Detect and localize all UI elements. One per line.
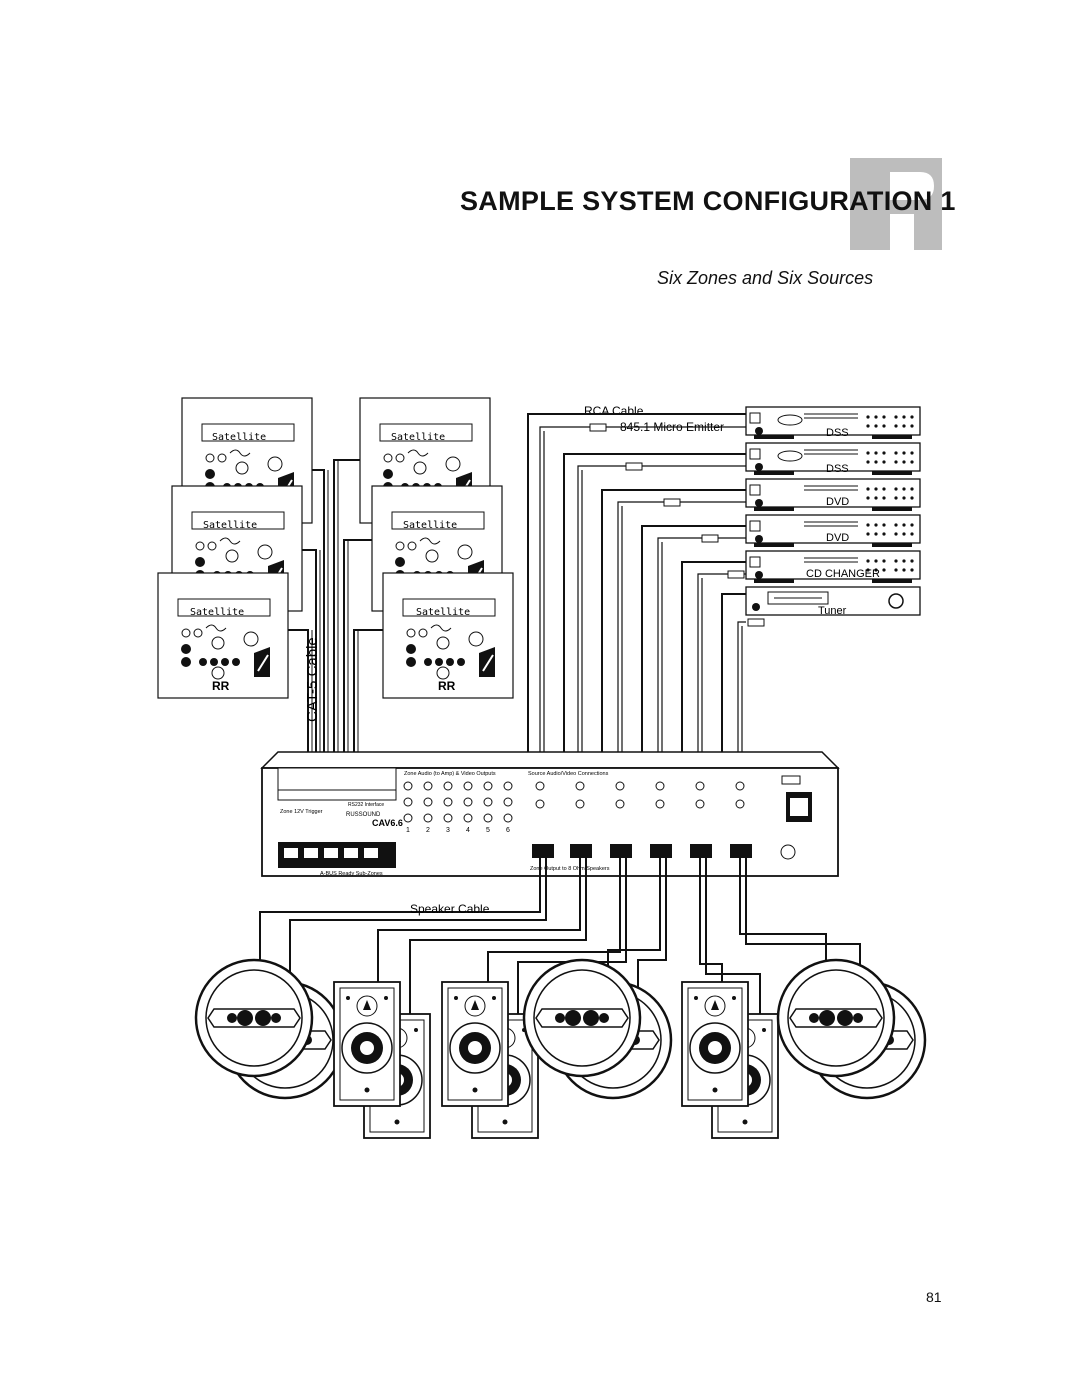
- wall-speaker-zone-3: [442, 982, 538, 1138]
- svg-text:CD CHANGER: CD CHANGER: [806, 568, 880, 580]
- svg-text:Source Audio/Video Connections: Source Audio/Video Connections: [528, 771, 609, 777]
- svg-text:Satellite: Satellite: [190, 607, 245, 618]
- svg-text:Satellite: Satellite: [403, 520, 458, 531]
- svg-text:Satellite: Satellite: [416, 607, 471, 618]
- keypad-zone-5: [158, 573, 288, 698]
- svg-text:Satellite: Satellite: [391, 432, 446, 443]
- wall-speaker-zone-5: [682, 982, 778, 1138]
- svg-text:RR: RR: [212, 679, 230, 693]
- page-title: SAMPLE SYSTEM CONFIGURATION 1: [460, 186, 956, 216]
- svg-text:RUSSOUND: RUSSOUND: [346, 812, 381, 818]
- ceiling-speaker-zone-6: [778, 960, 925, 1098]
- svg-text:DVD: DVD: [826, 532, 850, 544]
- svg-text:Zone 12V Trigger: Zone 12V Trigger: [280, 809, 323, 815]
- wall-speaker-zone-2: [334, 982, 430, 1138]
- source-cd-changer: [746, 551, 920, 583]
- svg-text:DSS: DSS: [826, 427, 849, 439]
- svg-text:Zone Output to 8 Ohm Speakers: Zone Output to 8 Ohm Speakers: [530, 866, 610, 872]
- source-dss-1: [746, 407, 920, 439]
- svg-text:DVD: DVD: [826, 496, 850, 508]
- micro-emitter-label: 845.1 Micro Emitter: [620, 420, 725, 434]
- rca-cable-label: RCA Cable: [584, 404, 644, 418]
- source-dvd-2: [746, 515, 920, 547]
- svg-text:CAV6.6: CAV6.6: [372, 818, 403, 828]
- ceiling-speaker-zone-4: [524, 960, 671, 1098]
- keypad-zone-6: [383, 573, 513, 698]
- svg-text:RR: RR: [438, 679, 456, 693]
- svg-text:5: 5: [486, 827, 490, 834]
- svg-text:Zone Audio (to Amp) & Video Ou: Zone Audio (to Amp) & Video Outputs: [404, 771, 496, 777]
- svg-text:2: 2: [426, 827, 430, 834]
- svg-text:Tuner: Tuner: [818, 605, 847, 617]
- ceiling-speaker-zone-1: [196, 960, 343, 1098]
- page-number: 81: [926, 1289, 942, 1305]
- svg-text:RS232 Interface: RS232 Interface: [348, 802, 385, 808]
- source-tuner: [746, 587, 920, 617]
- svg-text:Satellite: Satellite: [203, 520, 258, 531]
- svg-text:A-BUS Ready Sub-Zones: A-BUS Ready Sub-Zones: [320, 871, 383, 877]
- amplifier-cav66: [262, 752, 838, 877]
- speaker-cable-label: Speaker Cable: [410, 902, 490, 916]
- svg-text:3: 3: [446, 827, 450, 834]
- page-subtitle: Six Zones and Six Sources: [657, 268, 874, 288]
- svg-text:DSS: DSS: [826, 463, 849, 475]
- source-dss-2: [746, 443, 920, 475]
- svg-text:Satellite: Satellite: [212, 432, 267, 443]
- source-dvd-1: [746, 479, 920, 511]
- svg-text:1: 1: [406, 827, 410, 834]
- svg-text:6: 6: [506, 827, 510, 834]
- svg-text:4: 4: [466, 827, 470, 834]
- cat5-cable-label: CAT-5 Cable: [304, 637, 321, 722]
